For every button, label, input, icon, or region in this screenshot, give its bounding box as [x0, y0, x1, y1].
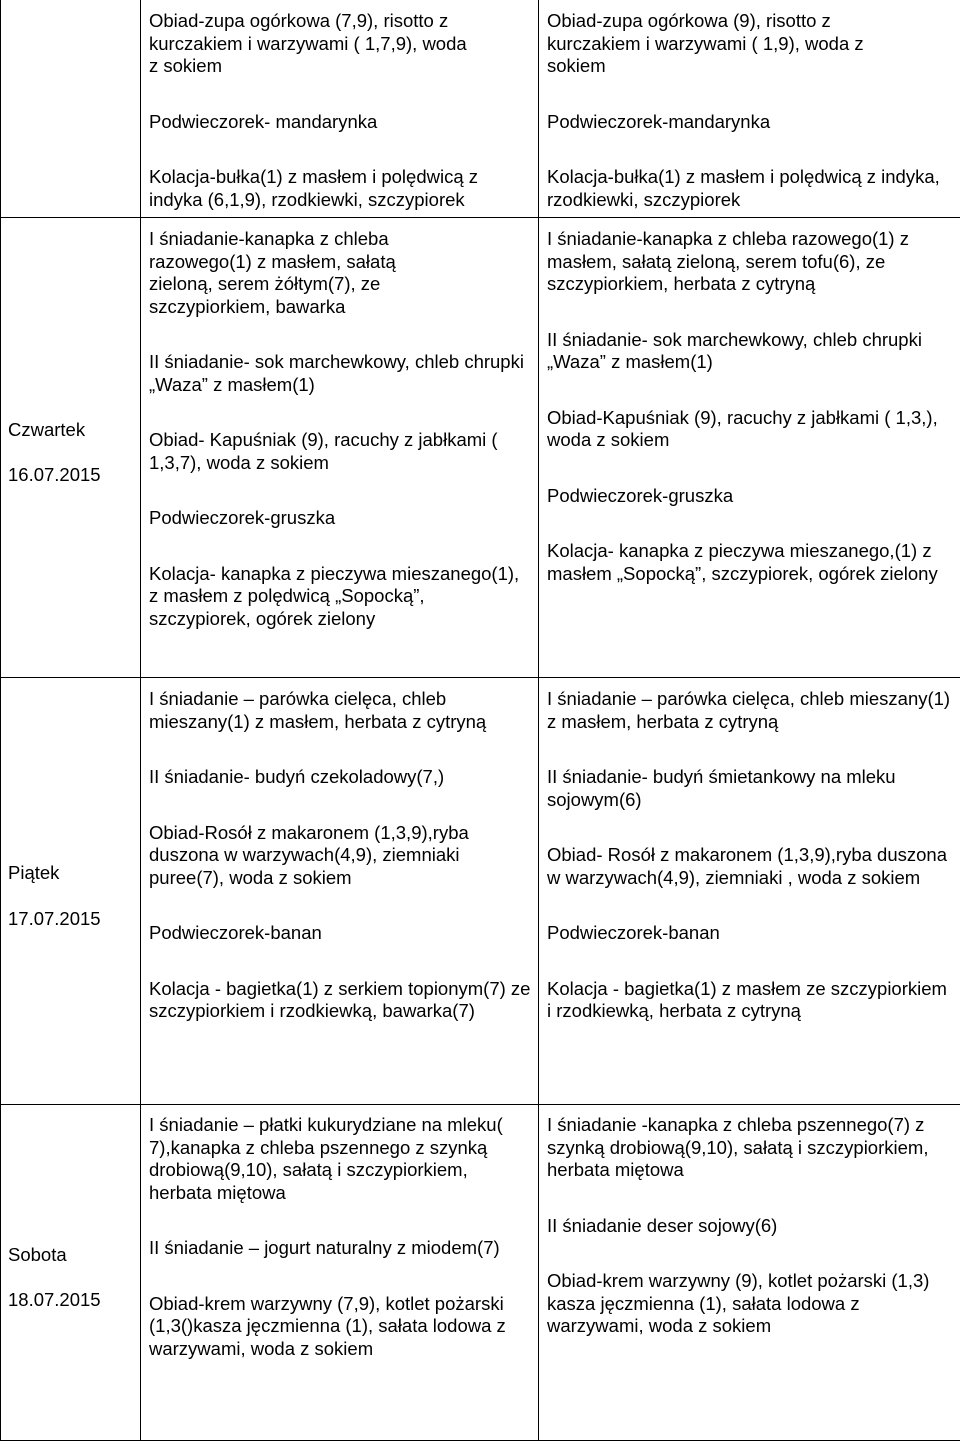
- alternative-meal-entry: Podwieczorek-mandarynka: [547, 111, 954, 134]
- standard-meal-entry: Obiad-Rosół z makaronem (1,3,9),ryba duszona w warzywach(4,9), ziemniaki puree(7), woda z sokiem: [149, 822, 532, 890]
- alternative-menu-cell: [539, 218, 960, 678]
- standard-meal-entry: II śniadanie- sok marchewkowy, chleb chrupki „Waza” z masłem(1): [149, 351, 532, 396]
- standard-meal-entry: I śniadanie – płatki kukurydziane na mleku( 7),kanapka z chleba pszennego z szynką drobiową(9,10), sałatą i szczypiorkiem, herbata miętowa: [149, 1114, 524, 1204]
- standard-meal-entry: I śniadanie-kanapka z chleba razowego(1) z masłem, sałatą zieloną, serem żółtym(7), ze szczypiorkiem, bawarka: [149, 228, 439, 318]
- alternative-meal-entry: II śniadanie- budyń śmietankowy na mleku sojowym(6): [547, 766, 917, 811]
- alternative-meal-entry: Obiad-zupa ogórkowa (9), risotto z kurczakiem i warzywami ( 1,9), woda z sokiem: [547, 10, 917, 78]
- day-date: 18.07.2015: [8, 1289, 140, 1312]
- standard-meal-entry: Obiad- Kapuśniak (9), racuchy z jabłkami ( 1,3,7), woda z sokiem: [149, 429, 529, 474]
- alternative-meal-entry: II śniadanie- sok marchewkowy, chleb chrupki „Waza” z masłem(1): [547, 329, 954, 374]
- standard-menu-cell: [141, 678, 539, 1105]
- standard-meal-entry: Kolacja- kanapka z pieczywa mieszanego(1), z masłem z polędwicą „Sopocką”, szczypiorek, ogórek zielony: [149, 563, 529, 631]
- day-date: 16.07.2015: [8, 464, 140, 487]
- standard-meal-entry: II śniadanie – jogurt naturalny z miodem(7): [149, 1237, 532, 1260]
- menu-table-body: [1, 0, 960, 1441]
- standard-meal-entry: Kolacja-bułka(1) z masłem i polędwicą z indyka (6,1,9), rzodkiewki, szczypiorek: [149, 166, 532, 211]
- menu-row: [1, 218, 960, 678]
- menu-row: [1, 678, 960, 1105]
- menu-row: [1, 0, 960, 218]
- alternative-meal-entry: I śniadanie -kanapka z chleba pszennego(7) z szynką drobiową(9,10), sałatą i szczypiorkiem, herbata miętowa: [547, 1114, 954, 1182]
- alternative-menu-cell: [539, 1105, 960, 1441]
- standard-menu-cell: [141, 1105, 539, 1441]
- standard-meal-entry: Obiad-zupa ogórkowa (7,9), risotto z kurczakiem i warzywami ( 1,7,9), woda z sokiem: [149, 10, 479, 78]
- day-cell: [1, 1105, 141, 1441]
- day-date: 17.07.2015: [8, 908, 140, 931]
- alternative-menu-cell: [539, 678, 960, 1105]
- alternative-meal-entry: Obiad-Kapuśniak (9), racuchy z jabłkami ( 1,3,), woda z sokiem: [547, 407, 954, 452]
- day-name: Sobota: [8, 1244, 140, 1267]
- alternative-meal-entry: Kolacja- kanapka z pieczywa mieszanego,(1) z masłem „Sopocką”, szczypiorek, ogórek zielony: [547, 540, 954, 585]
- standard-meal-entry: Podwieczorek- mandarynka: [149, 111, 532, 134]
- day-name: Czwartek: [8, 419, 140, 442]
- day-cell: [1, 218, 141, 678]
- day-cell: [1, 678, 141, 1105]
- alternative-meal-entry: Obiad-krem warzywny (9), kotlet pożarski (1,3) kasza jęczmienna (1), sałata lodowa z warzywami, woda z sokiem: [547, 1270, 954, 1338]
- standard-meal-entry: Podwieczorek-gruszka: [149, 507, 532, 530]
- alternative-meal-entry: Kolacja - bagietka(1) z masłem ze szczypiorkiem i rzodkiewką, herbata z cytryną: [547, 978, 954, 1023]
- standard-meal-entry: I śniadanie – parówka cielęca, chleb mieszany(1) z masłem, herbata z cytryną: [149, 688, 529, 733]
- alternative-meal-entry: I śniadanie – parówka cielęca, chleb mieszany(1) z masłem, herbata z cytryną: [547, 688, 954, 733]
- standard-meal-entry: Obiad-krem warzywny (7,9), kotlet pożarski (1,3()kasza jęczmienna (1), sałata lodowa z warzywami, woda z sokiem: [149, 1293, 532, 1361]
- alternative-meal-entry: Obiad- Rosół z makaronem (1,3,9),ryba duszona w warzywach(4,9), ziemniaki , woda z sokiem: [547, 844, 954, 889]
- standard-meal-entry: Podwieczorek-banan: [149, 922, 532, 945]
- day-cell: [1, 0, 141, 218]
- menu-row: [1, 1105, 960, 1441]
- alternative-meal-entry: Kolacja-bułka(1) z masłem i polędwicą z indyka, rzodkiewki, szczypiorek: [547, 166, 954, 211]
- alternative-menu-cell: [539, 0, 960, 218]
- day-name: Piątek: [8, 862, 140, 885]
- standard-menu-cell: [141, 0, 539, 218]
- standard-meal-entry: II śniadanie- budyń czekoladowy(7,): [149, 766, 532, 789]
- alternative-meal-entry: Podwieczorek-banan: [547, 922, 954, 945]
- alternative-meal-entry: I śniadanie-kanapka z chleba razowego(1) z masłem, sałatą zieloną, serem tofu(6), ze szczypiorkiem, herbata z cytryną: [547, 228, 954, 296]
- standard-menu-cell: [141, 218, 539, 678]
- alternative-meal-entry: II śniadanie deser sojowy(6): [547, 1215, 954, 1238]
- standard-meal-entry: Kolacja - bagietka(1) z serkiem topionym(7) ze szczypiorkiem i rzodkiewką, bawarka(7): [149, 978, 532, 1023]
- alternative-meal-entry: Podwieczorek-gruszka: [547, 485, 954, 508]
